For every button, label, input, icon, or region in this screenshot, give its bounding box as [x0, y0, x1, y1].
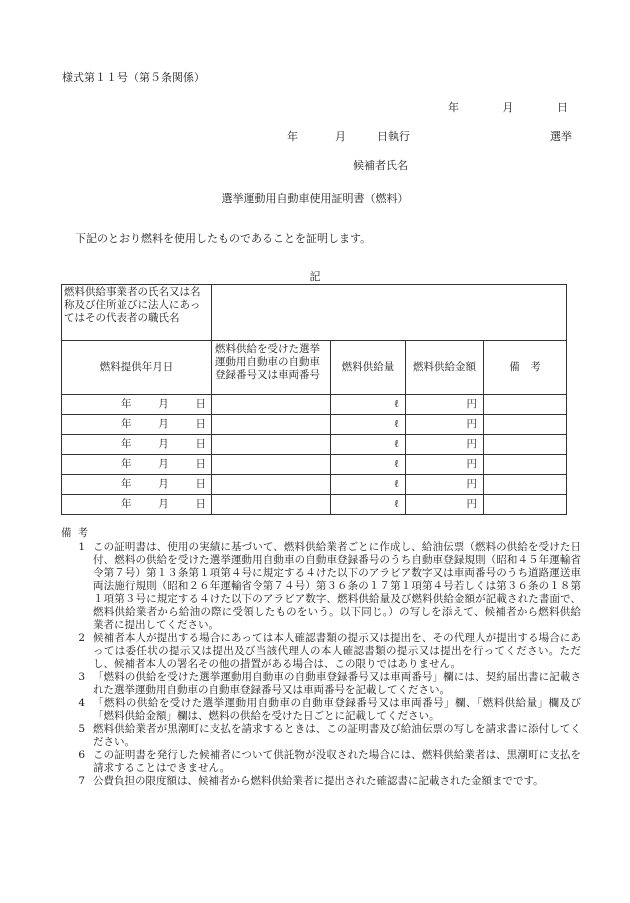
date-cell[interactable] — [62, 395, 212, 415]
row-month: 月 — [158, 438, 169, 450]
header-remarks: 備 考 — [484, 341, 567, 395]
note-text: 「燃料の供給を受けた選挙運動用自動車の自動車登録番号又は車両番号」欄には、契約届出書に記載された選挙運動用自動車の自動車登録番号又は車両番号を記載してください。 — [93, 671, 581, 696]
vehicle-cell[interactable] — [212, 455, 331, 475]
election-label: 選挙 — [550, 130, 572, 143]
ki-marker: 記 — [309, 270, 321, 283]
table-row — [62, 415, 567, 435]
note-item — [61, 749, 581, 775]
note-number: 2 — [78, 632, 85, 644]
vehicle-cell[interactable] — [212, 495, 331, 515]
row-year: 年 — [121, 458, 132, 470]
election-line — [287, 128, 572, 144]
quantity-cell[interactable]: ℓ — [331, 495, 406, 515]
table-row — [62, 435, 567, 455]
notes-heading: 備考 — [61, 527, 94, 539]
amount-cell[interactable]: 円 — [406, 475, 484, 495]
note-number: 4 — [78, 697, 85, 709]
date-cell[interactable] — [62, 455, 212, 475]
election-month: 月 — [335, 130, 346, 143]
note-item — [61, 697, 581, 723]
row-month: 月 — [158, 418, 169, 430]
vehicle-cell[interactable] — [212, 395, 331, 415]
note-number: 7 — [78, 775, 85, 787]
row-day: 日 — [195, 398, 206, 410]
remarks-cell[interactable] — [484, 495, 567, 515]
table-row — [62, 475, 567, 495]
note-item — [61, 723, 581, 749]
table-row — [62, 495, 567, 515]
quantity-cell[interactable]: ℓ — [331, 395, 406, 415]
note-text: 公費負担の限度額は、候補者から燃料供給業者に提出された確認書に記載された金額までです。 — [93, 775, 544, 787]
note-text: 燃料供給業者が黒潮町に支払を請求するときは、この証明書及び給油伝票の写しを請求書に添付してください。 — [93, 723, 581, 748]
election-year: 年 — [287, 130, 298, 143]
quantity-cell[interactable]: ℓ — [331, 455, 406, 475]
remarks-cell[interactable] — [484, 415, 567, 435]
amount-cell[interactable]: 円 — [406, 415, 484, 435]
header-quantity: 燃料供給量 — [331, 341, 406, 395]
remarks-cell[interactable] — [484, 455, 567, 475]
fuel-usage-table — [61, 284, 567, 515]
amount-cell[interactable]: 円 — [406, 495, 484, 515]
row-year: 年 — [121, 478, 132, 490]
remarks-cell[interactable] — [484, 395, 567, 415]
form-number: 様式第１１号（第５条関係） — [62, 71, 205, 84]
header-amount: 燃料供給金額 — [406, 341, 484, 395]
note-text: 候補者本人が提出する場合にあっては本人確認書類の提示又は提出を、その代理人が提出する場合にあっては委任状の提示又は提出及び当該代理人の本人確認書類の提示又は提出を行ってください。ただし、候補者本人の署名その他の措置がある場合は、この限りではありません。 — [93, 632, 581, 670]
note-number: 3 — [78, 671, 85, 683]
table-row — [62, 395, 567, 415]
row-month: 月 — [158, 458, 169, 470]
table-row — [62, 455, 567, 475]
amount-cell[interactable]: 円 — [406, 435, 484, 455]
note-text: この証明書を発行した候補者について供託物が没収された場合には、燃料供給業者は、黒潮町に支払を請求することはできません。 — [93, 749, 581, 774]
note-text: 「燃料の供給を受けた選挙運動用自動車の自動車登録番号又は車両番号」欄、「燃料供給量」欄及び「燃料供給金額」欄は、燃料の供給を受けた日ごとに記載してください。 — [93, 697, 581, 722]
note-item — [61, 541, 581, 632]
supplier-label: 燃料供給事業者の氏名又は名称及び住所並びに法人にあってはその代表者の職氏名 — [62, 285, 212, 341]
vehicle-cell[interactable] — [212, 415, 331, 435]
document-title: 選挙運動用自動車使用証明書（燃料） — [221, 192, 409, 205]
row-day: 日 — [195, 458, 206, 470]
intro-statement: 下記のとおり燃料を使用したものであることを証明します。 — [75, 232, 372, 245]
remarks-cell[interactable] — [484, 435, 567, 455]
candidate-name-label: 候補者氏名 — [353, 159, 408, 172]
table-header-row — [62, 341, 567, 395]
row-day: 日 — [195, 478, 206, 490]
supplier-row — [62, 285, 567, 341]
row-day: 日 — [195, 498, 206, 510]
issue-date-month: 月 — [502, 101, 514, 114]
row-day: 日 — [195, 418, 206, 430]
vehicle-cell[interactable] — [212, 435, 331, 455]
vehicle-cell[interactable] — [212, 475, 331, 495]
date-cell[interactable] — [62, 435, 212, 455]
remarks-cell[interactable] — [484, 475, 567, 495]
note-number: 6 — [78, 749, 85, 761]
supplier-value[interactable] — [212, 285, 567, 341]
quantity-cell[interactable]: ℓ — [331, 415, 406, 435]
date-cell[interactable] — [62, 495, 212, 515]
quantity-cell[interactable]: ℓ — [331, 475, 406, 495]
issue-date-day: 日 — [557, 101, 568, 114]
header-vehicle: 燃料供給を受けた選挙運動用自動車の自動車登録番号又は車両番号 — [212, 341, 331, 395]
issue-date-year: 年 — [448, 101, 459, 114]
row-year: 年 — [121, 418, 132, 430]
note-number: 1 — [78, 541, 85, 553]
note-item — [61, 632, 581, 671]
election-day-exec: 日執行 — [377, 130, 410, 143]
date-cell[interactable] — [62, 475, 212, 495]
row-month: 月 — [158, 498, 169, 510]
note-item — [61, 671, 581, 697]
row-month: 月 — [158, 478, 169, 490]
row-year: 年 — [121, 438, 132, 450]
row-year: 年 — [121, 498, 132, 510]
issue-date — [448, 99, 568, 115]
row-month: 月 — [158, 398, 169, 410]
row-year: 年 — [121, 398, 132, 410]
note-number: 5 — [78, 723, 85, 735]
notes-section — [61, 527, 581, 788]
amount-cell[interactable]: 円 — [406, 395, 484, 415]
quantity-cell[interactable]: ℓ — [331, 435, 406, 455]
row-day: 日 — [195, 438, 206, 450]
date-cell[interactable] — [62, 415, 212, 435]
note-text: この証明書は、使用の実績に基づいて、燃料供給業者ごとに作成し、給油伝票（燃料の供給を受けた日付、燃料の供給を受けた選挙運動用自動車の自動車登録番号のうち自動車登録規則（昭和４５年運輸省令第７号）第１３条第１項第４号に規定する４けた以下のアラビア数字又は車両番号のうち道路運送車両法施行規則（昭和２６年運輸省令第７４号）第３６条の１７第１項第４号若しくは第３６条の１８第１項第３号に規定する４けた以下のアラビア数字、燃料供給量及び燃料供給金額が記載された書面で、燃料供給業者から給油の際に受領したものをいう。以下同じ。）の写しを添えて、候補者から燃料供給業者に提出してください。 — [93, 541, 581, 631]
header-date: 燃料提供年月日 — [62, 341, 212, 395]
note-item — [61, 775, 581, 788]
amount-cell[interactable]: 円 — [406, 455, 484, 475]
